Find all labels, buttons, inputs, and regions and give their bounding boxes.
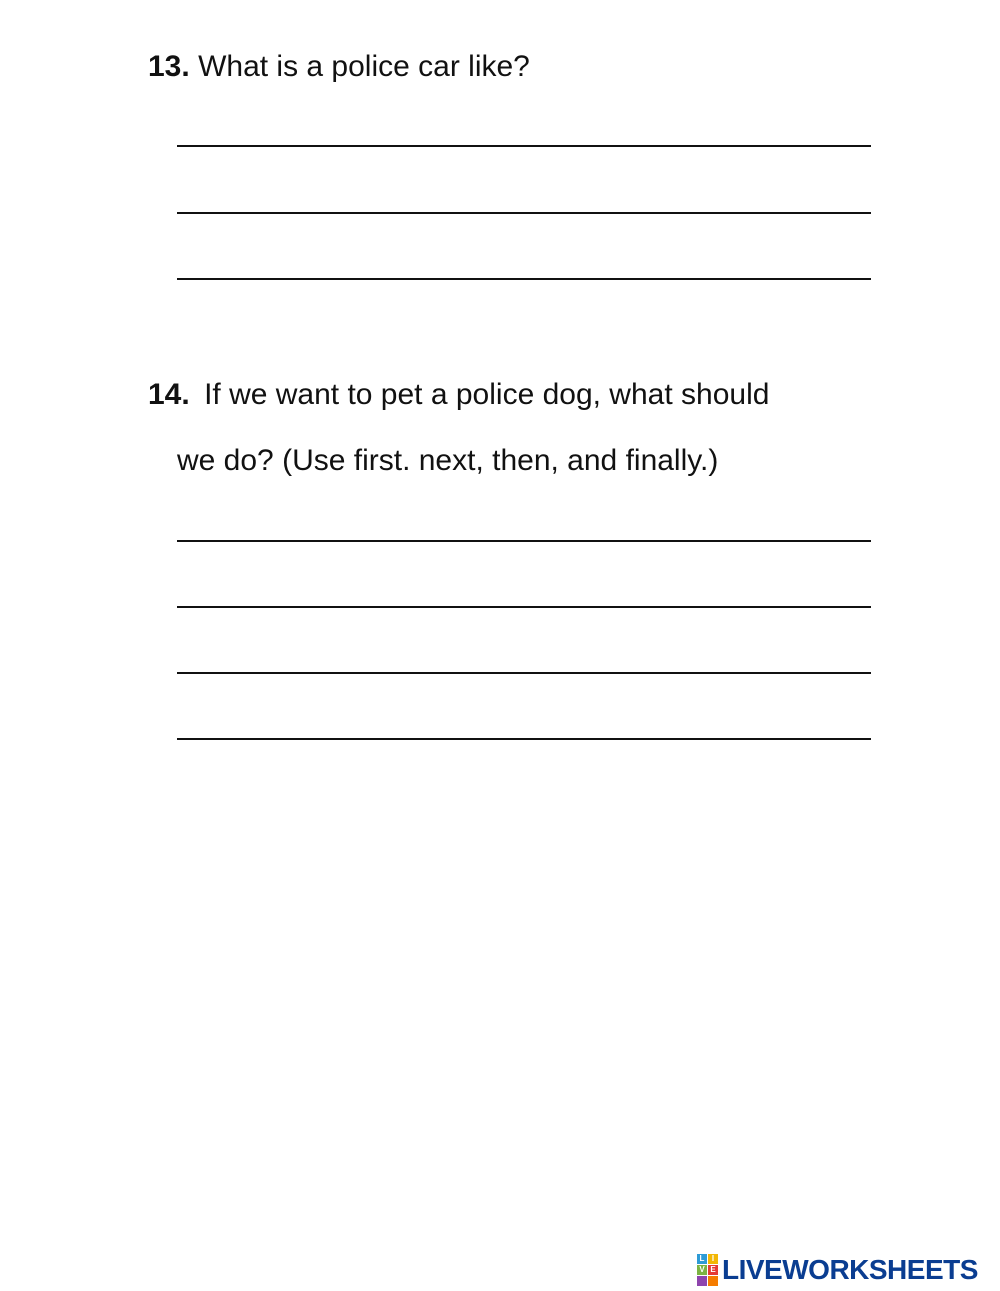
question-13-prompt [148, 49, 530, 85]
liveworksheets-logo [697, 1255, 978, 1285]
logo-tile [708, 1276, 718, 1286]
logo-tile: I [708, 1254, 718, 1264]
liveworksheets-logo-icon [697, 1254, 718, 1286]
answer-line-13-2[interactable] [177, 212, 871, 214]
answer-line-14-1[interactable] [177, 540, 871, 542]
logo-tile: V [697, 1265, 707, 1275]
logo-tile [697, 1276, 707, 1286]
question-14-number: 14. [148, 378, 190, 411]
answer-line-13-1[interactable] [177, 145, 871, 147]
question-13-text: What is a police car like? [198, 50, 530, 83]
logo-tile: E [708, 1265, 718, 1275]
answer-line-14-2[interactable] [177, 606, 871, 608]
logo-tile: L [697, 1254, 707, 1264]
brand-name: LIVEWORKSHEETS [722, 1254, 978, 1285]
question-13-number: 13. [148, 50, 190, 83]
question-14-text: If we want to pet a police dog, what should [204, 378, 770, 411]
answer-line-14-4[interactable] [177, 738, 871, 740]
question-14-prompt [148, 377, 769, 413]
answer-line-14-3[interactable] [177, 672, 871, 674]
answer-line-13-3[interactable] [177, 278, 871, 280]
question-14-continuation: we do? (Use first. next, then, and finally.) [177, 444, 719, 477]
